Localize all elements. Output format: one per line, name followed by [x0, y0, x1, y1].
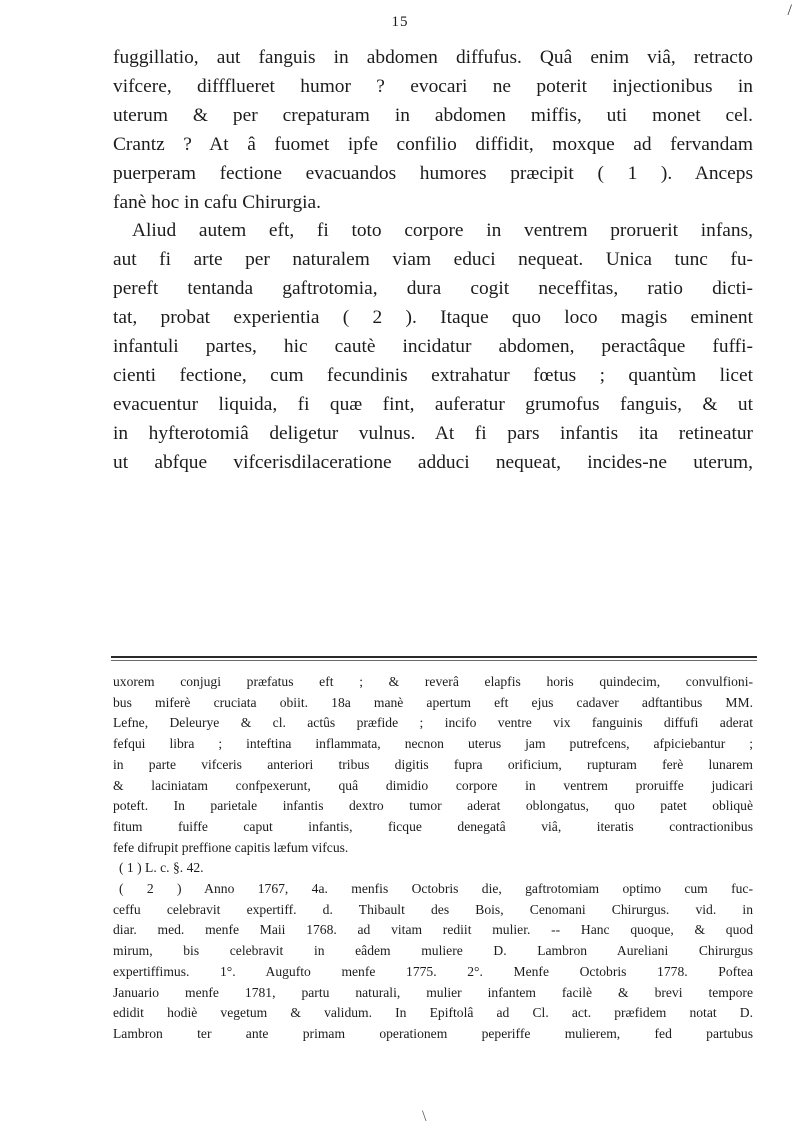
corner-mark: / [787, 2, 792, 19]
footnote-line: fefe difrupit preffione capitis læfum vifcus. [113, 839, 349, 855]
footnote-line: edidit hodiè vegetum & validum. In Epiftolâ ad Cl. act. præfidem notat D. [113, 1005, 753, 1021]
main-line: uterum & per crepaturam in abdomen miffis, uti monet cel. [113, 104, 753, 126]
footnote-line: fefqui libra ; inteftina inflammata, necnon uterus jam putrefcens, afpiciebantur ; [113, 736, 753, 752]
footnote-rule-thin [111, 660, 757, 661]
main-line: cienti fectione, cum fecundinis extrahatur fœtus ; quantùm licet [113, 364, 753, 386]
main-line: ut abfque vifcerisdilaceratione adduci nequeat, incides-ne uterum, [113, 451, 753, 473]
main-line: fanè hoc in cafu Chirurgia. [113, 191, 322, 213]
footnote-ref-2: ( 2 ) Anno 1767, 4a. menfis Octobris die, gaftrotomiam optimo cum fuc- [119, 881, 753, 897]
footnote-line: expertiffimus. 1°. Augufto menfe 1775. 2°. Menfe Octobris 1778. Poftea [113, 963, 753, 979]
main-line: evacuentur liquida, fi quæ fint, auferatur grumofus fanguis, & ut [113, 393, 753, 415]
footnote-line: mirum, bis celebravit in eâdem muliere D. Lambron Aureliani Chirurgus [113, 943, 753, 959]
footnote-rule [111, 656, 757, 658]
main-line: vifcere, diffflueret humor ? evocari ne poterit injectionibus in [113, 75, 753, 97]
footnote-line: in parte vifceris anteriori tribus digitis fupra orificium, rupturam ferè lunarem [113, 756, 753, 772]
page-number: 15 [391, 14, 409, 30]
main-line: in hyfterotomiâ deligetur vulnus. At fi pars infantis ita retineatur [113, 422, 753, 444]
main-text-block [113, 44, 753, 478]
footnotes-block [113, 672, 753, 1045]
footnote-line: fitum fuiffe caput infantis, ficque denegatâ viâ, iteratis contractionibus [113, 818, 753, 834]
footnote-line: bus miferè cruciata obiit. 18a manè apertum eft ejus cadaver adftantibus MM. [113, 694, 753, 710]
footnote-line: diar. med. menfe Maii 1768. ad vitam rediit mulier. -- Hanc quoque, & quod [113, 922, 753, 938]
footnote-ref-1: ( 1 ) L. c. §. 42. [119, 860, 204, 876]
footnote-line: Lambron ter ante primam operationem peperiffe mulierem, fed partubus [113, 1025, 753, 1041]
footnote-line: Lefne, Deleurye & cl. actûs præfide ; incifo ventre vix fanguinis diffufi aderat [113, 715, 753, 731]
main-line: Crantz ? At â fuomet ipfe confilio diffidit, moxque ad fervandam [113, 133, 753, 155]
footnote-line: & laciniatam confpexerunt, quâ dimidio corpore in ventrem proruiffe judicari [113, 777, 753, 793]
main-line: infantuli partes, hic cautè incidatur abdomen, peractâque fuffi- [113, 336, 753, 358]
main-line: pereft tentanda gaftrotomia, dura cogit neceffitas, ratio dicti- [113, 278, 753, 300]
main-line: fuggillatio, aut fanguis in abdomen diffufus. Quâ enim viâ, retractо [113, 47, 753, 68]
footnote-line: uxorem conjugi præfatus eft ; & reverâ elapfis horis quindecim, convulfioni- [113, 674, 753, 689]
main-line: tat, probat experientia ( 2 ). Itaque quo loco magis eminent [113, 307, 753, 329]
footnote-line: Januario menfe 1781, partu naturali, mulier infantem facilè & brevi tempore [113, 984, 753, 1000]
main-line: puerperam fectione evacuandos humores præcipit ( 1 ). Anceps [113, 162, 753, 184]
footnote-line: poteft. In parietale infantis dextro tumor aderat oblongatus, quo patet obliquè [113, 798, 753, 814]
scan-mark: \ [422, 1108, 427, 1125]
main-line: aut fi arte per naturalem viam educi nequeat. Unica tunc fu- [113, 249, 753, 271]
footnote-line: ceffu celebravit expertiff. d. Thibault des Bois, Cenomani Chirurgus. vid. in [113, 901, 753, 917]
main-line: Aliud autem eft, fi toto corpore in ventrem proruerit infans, [132, 220, 753, 242]
